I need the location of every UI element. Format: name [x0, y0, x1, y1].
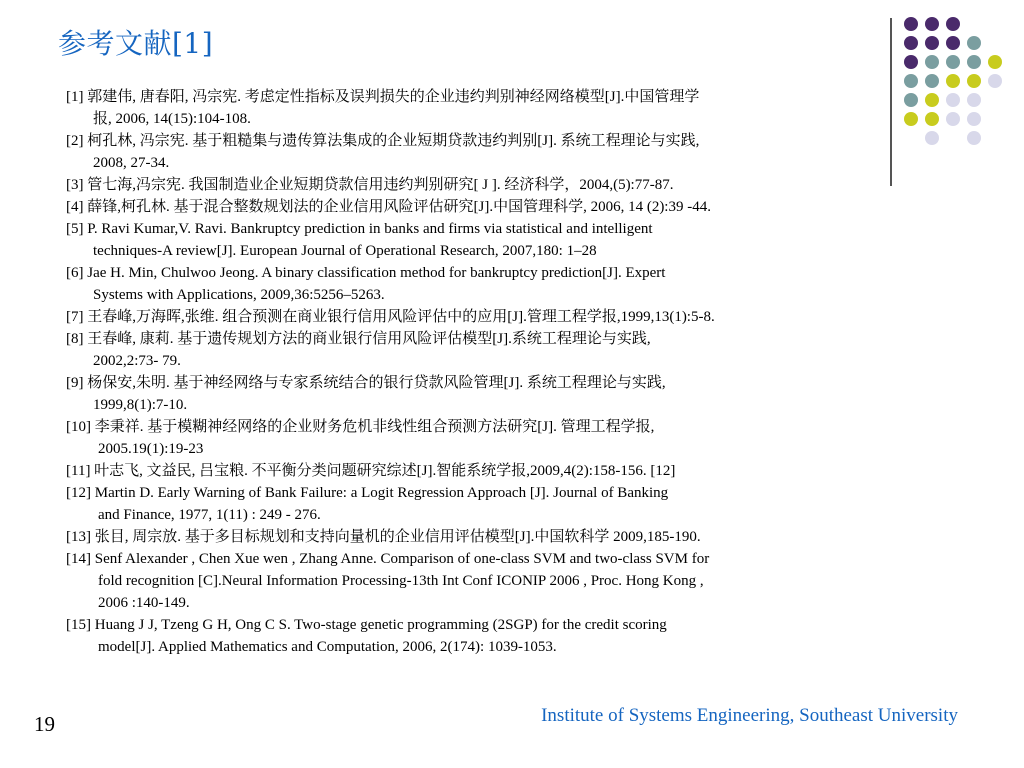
reference-item	[66, 526, 886, 548]
decorative-dot	[904, 112, 918, 126]
reference-item	[66, 416, 886, 460]
reference-item	[66, 196, 886, 218]
decorative-dot	[988, 55, 1002, 69]
decorative-dot	[946, 17, 960, 31]
decorative-dot	[988, 36, 1002, 50]
reference-item	[66, 218, 886, 262]
decorative-dot	[988, 131, 1002, 145]
reference-line: [6] Jae H. Min, Chulwoo Jeong. A binary classification method for bankruptcy prediction[J]. Expert	[66, 265, 666, 281]
decorative-dot	[925, 36, 939, 50]
reference-line: [7] 王春峰,万海晖,张维. 组合预测在商业银行信用风险评估中的应用[J].管理工程学报,1999,13(1):5-8.	[66, 309, 715, 325]
reference-line: [13] 张目, 周宗放. 基于多目标规划和支持向量机的企业信用评估模型[J].中国软科学 2009,185-190.	[66, 529, 701, 545]
decorative-dot	[988, 17, 1002, 31]
decorative-dot	[925, 55, 939, 69]
decorative-dot	[925, 74, 939, 88]
reference-item	[66, 548, 886, 614]
footer-institution: Institute of Systems Engineering, Southeast University	[541, 705, 958, 726]
decorative-dot	[967, 93, 981, 107]
reference-continuation-line: techniques-A review[J]. European Journal of Operational Research, 2007,180: 1–28	[93, 243, 597, 259]
reference-line: [5] P. Ravi Kumar,V. Ravi. Bankruptcy prediction in banks and firms via statistical and intelligent	[66, 221, 653, 237]
reference-continuation-line: 2008, 27-34.	[93, 155, 170, 171]
reference-continuation-line: 2005.19(1):19-23	[98, 441, 204, 457]
reference-line: [10] 李秉祥. 基于模糊神经网络的企业财务危机非线性组合预测方法研究[J]. 管理工程学报,	[66, 419, 655, 435]
reference-line: [14] Senf Alexander , Chen Xue wen , Zhang Anne. Comparison of one-class SVM and two-class SVM for	[66, 551, 710, 567]
reference-line: [11] 叶志飞, 文益民, 吕宝粮. 不平衡分类问题研究综述[J].智能系统学报,2009,4(2):158-156. [12]	[66, 463, 676, 479]
reference-line: [2] 柯孔林, 冯宗宪. 基于粗糙集与遗传算法集成的企业短期贷款违约判别[J]. 系统工程理论与实践,	[66, 133, 700, 149]
decorative-dot	[988, 74, 1002, 88]
reference-continuation-line: and Finance, 1977, 1(11) : 249 - 276.	[98, 507, 321, 523]
reference-continuation-line: 1999,8(1):7-10.	[93, 397, 188, 413]
reference-continuation-line: 2006 :140-149.	[98, 595, 190, 611]
reference-item	[66, 86, 886, 130]
decorative-dot	[904, 93, 918, 107]
decorative-dot	[904, 55, 918, 69]
page-number: 19	[34, 712, 55, 736]
reference-line: [4] 薛锋,柯孔林. 基于混合整数规划法的企业信用风险评估研究[J].中国管理科学, 2006, 14 (2):39 -44.	[66, 199, 711, 215]
reference-item	[66, 460, 886, 482]
reference-item	[66, 482, 886, 526]
decorative-dot	[946, 74, 960, 88]
decorative-dot	[967, 112, 981, 126]
decorative-dot	[967, 74, 981, 88]
decorative-dot	[925, 17, 939, 31]
decorative-dot	[946, 131, 960, 145]
decorative-dot	[925, 131, 939, 145]
decorative-dot	[946, 36, 960, 50]
reference-list	[66, 86, 886, 658]
decorative-dot	[946, 112, 960, 126]
decorative-dot	[967, 55, 981, 69]
decorative-dot	[946, 93, 960, 107]
reference-continuation-line: fold recognition [C].Neural Information Processing-13th Int Conf ICONIP 2006 , Proc. Hong Kong ,	[98, 573, 704, 589]
decorative-dot	[904, 17, 918, 31]
reference-item	[66, 174, 886, 196]
reference-line: [8] 王春峰, 康莉. 基于遗传规划方法的商业银行信用风险评估模型[J].系统工程理论与实践,	[66, 331, 651, 347]
reference-item	[66, 328, 886, 372]
slide-title: 参考文献[1]	[58, 27, 214, 60]
reference-item	[66, 130, 886, 174]
reference-continuation-line: Systems with Applications, 2009,36:5256–5263.	[93, 287, 385, 303]
decorative-dot	[925, 112, 939, 126]
decorative-dot-grid	[904, 17, 1002, 145]
reference-item	[66, 372, 886, 416]
decorative-dot	[946, 55, 960, 69]
reference-line: [1] 郭建伟, 唐春阳, 冯宗宪. 考虑定性指标及误判损失的企业违约判别神经网络模型[J].中国管理学	[66, 89, 700, 105]
decorative-dot	[904, 131, 918, 145]
reference-continuation-line: 2002,2:73- 79.	[93, 353, 181, 369]
decorative-dot	[967, 36, 981, 50]
reference-item	[66, 262, 886, 306]
reference-item	[66, 614, 886, 658]
reference-line: [9] 杨保安,朱明. 基于神经网络与专家系统结合的银行贷款风险管理[J]. 系统工程理论与实践,	[66, 375, 666, 391]
decorative-dot	[904, 74, 918, 88]
divider-line	[890, 18, 892, 186]
reference-continuation-line: model[J]. Applied Mathematics and Computation, 2006, 2(174): 1039-1053.	[98, 639, 557, 655]
reference-continuation-line: 报, 2006, 14(15):104-108.	[93, 111, 251, 127]
reference-line: [3] 管七海,冯宗宪. 我国制造业企业短期贷款信用违约判别研究[ J ]. 经济科学，2004,(5):77-87.	[66, 177, 674, 193]
decorative-dot	[988, 93, 1002, 107]
decorative-dot	[988, 112, 1002, 126]
decorative-dot	[904, 36, 918, 50]
reference-line: [12] Martin D. Early Warning of Bank Failure: a Logit Regression Approach [J]. Journal of Banking	[66, 485, 669, 501]
decorative-dot	[967, 131, 981, 145]
reference-item	[66, 306, 886, 328]
decorative-dot	[967, 17, 981, 31]
reference-line: [15] Huang J J, Tzeng G H, Ong C S. Two-stage genetic programming (2SGP) for the credit scoring	[66, 617, 667, 633]
decorative-dot	[925, 93, 939, 107]
